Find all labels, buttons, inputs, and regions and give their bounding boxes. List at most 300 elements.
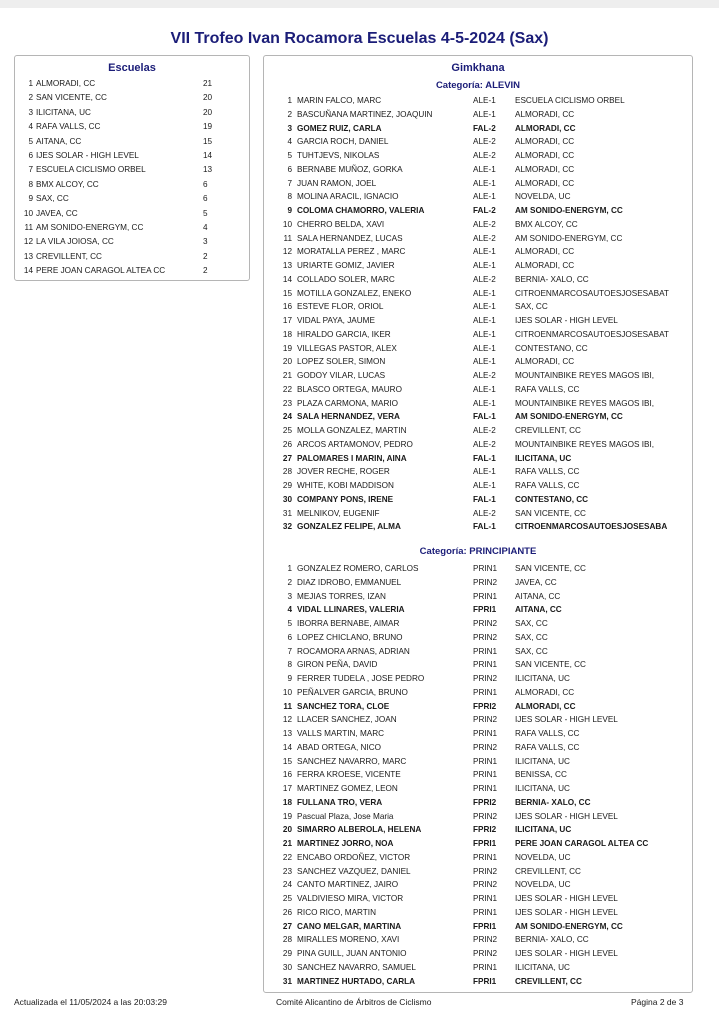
rider-name: DIAZ IDROBO, EMMANUEL (297, 577, 402, 587)
result-position: 10 (282, 219, 292, 229)
result-row (264, 328, 692, 342)
result-position: 2 (287, 109, 292, 119)
rider-category: ALE-1 (473, 481, 496, 490)
result-row (264, 94, 692, 108)
result-position: 14 (282, 274, 292, 284)
rider-name: JOVER RECHE, ROGER (297, 467, 390, 477)
escuelas-header: Escuelas (108, 62, 156, 74)
result-row (264, 975, 692, 989)
footer-committee: Comité Alicantino de Árbitros de Ciclismo (276, 997, 432, 1007)
rider-category: ALE-1 (473, 164, 496, 174)
rider-club: CITROENMARCOSAUTOESJOSESABAT (515, 329, 669, 339)
result-row (264, 163, 692, 177)
result-position: 22 (282, 384, 292, 394)
result-row (264, 493, 692, 507)
rider-name: MELNIKOV, EUGENIF (297, 508, 380, 518)
rider-name: RICO RICO, MARTIN (297, 907, 376, 917)
result-position: 8 (287, 660, 292, 670)
rider-category: ALE-1 (473, 329, 496, 339)
escuelas-row (15, 106, 249, 119)
rider-category: FAL-1 (473, 494, 496, 504)
rider-name: MOLLA GONZALEZ, MARTIN (297, 426, 407, 435)
rider-club: ALMORADI, CC (515, 137, 575, 147)
rider-category: PRIN1 (473, 564, 498, 573)
rider-club: AITANA, CC (515, 605, 562, 615)
escuelas-row (15, 221, 249, 234)
escuelas-position: 9 (28, 194, 33, 204)
top-band (0, 0, 719, 8)
rider-name: GARCIA ROCH, DANIEL (297, 137, 389, 147)
rider-name: ESTEVE FLOR, ORIOL (297, 302, 384, 312)
rider-club: IJES SOLAR - HIGH LEVEL (515, 949, 618, 958)
rider-category: ALE-2 (473, 371, 496, 380)
rider-category: PRIN1 (473, 907, 498, 917)
escuelas-points: 5 (203, 208, 208, 218)
rider-name: SANCHEZ NAVARRO, SAMUEL (297, 962, 416, 972)
rider-category: FAL-1 (473, 453, 496, 463)
result-row (264, 452, 692, 466)
escuelas-panel (14, 55, 250, 281)
rider-category: PRIN1 (473, 962, 498, 972)
result-row (264, 259, 692, 273)
rider-club: ILICITANA, UC (515, 784, 570, 793)
result-position: 24 (282, 880, 292, 890)
rider-club: BERNIA- XALO, CC (515, 935, 589, 945)
escuelas-row (15, 135, 249, 148)
result-position: 10 (282, 687, 292, 697)
escuelas-position: 1 (28, 79, 33, 88)
result-position: 25 (282, 426, 292, 435)
rider-name: GIRON PEÑA, DAVID (297, 660, 378, 670)
rider-club: RAFA VALLS, CC (515, 467, 580, 477)
escuelas-row (15, 207, 249, 220)
result-row (264, 658, 692, 672)
rider-club: MOUNTAINBIKE REYES MAGOS IBI, (515, 439, 655, 449)
rider-club: MOUNTAINBIKE REYES MAGOS IBI, (515, 371, 655, 380)
result-row (264, 603, 692, 617)
result-row (264, 465, 692, 479)
rider-club: ALMORADI, CC (515, 247, 575, 257)
rider-category: ALE-1 (473, 316, 496, 325)
result-row (264, 713, 692, 727)
escuelas-points: 6 (203, 194, 208, 204)
result-position: 2 (287, 577, 292, 587)
rider-name: GODOY VILAR, LUCAS (297, 371, 386, 380)
result-row (264, 245, 692, 259)
rider-category: FPRI2 (473, 701, 497, 711)
result-position: 19 (282, 811, 292, 821)
category-header: Categoría: ALEVIN (435, 80, 521, 91)
rider-name: GONZALEZ ROMERO, CARLOS (297, 564, 419, 573)
escuelas-position: 10 (23, 208, 33, 218)
rider-club: ALMORADI, CC (515, 178, 575, 188)
rider-name: Pascual Plaza, Jose Maria (297, 811, 394, 821)
rider-club: RAFA VALLS, CC (515, 384, 580, 394)
rider-club: SAX, CC (515, 302, 548, 312)
result-position: 3 (287, 123, 292, 133)
escuelas-club: IJES SOLAR - HIGH LEVEL (36, 151, 139, 160)
escuelas-points: 21 (203, 79, 213, 88)
rider-club: CREVILLENT, CC (515, 976, 582, 986)
rider-name: HIRALDO GARCIA, IKER (297, 329, 391, 339)
result-position: 22 (282, 852, 292, 862)
result-row (264, 755, 692, 769)
rider-club: AM SONIDO-ENERGYM, CC (515, 412, 623, 422)
rider-club: ILICITANA, UC (515, 453, 572, 463)
result-position: 18 (282, 329, 292, 339)
rider-category: ALE-2 (473, 137, 496, 147)
result-row (264, 865, 692, 879)
result-row (264, 810, 692, 824)
escuelas-position: 14 (23, 266, 33, 276)
escuelas-points: 6 (203, 179, 208, 189)
escuelas-club: LA VILA JOIOSA, CC (36, 237, 114, 247)
rider-club: CITROENMARCOSAUTOESJOSESABA (515, 522, 668, 532)
result-row (264, 727, 692, 741)
result-position: 27 (282, 921, 292, 931)
rider-category: ALE-2 (473, 219, 496, 229)
escuelas-club: AITANA, CC (36, 136, 82, 146)
result-row (264, 645, 692, 659)
escuelas-row (15, 91, 249, 104)
rider-category: PRIN2 (473, 935, 498, 945)
rider-club: SAX, CC (515, 619, 548, 628)
result-position: 4 (287, 137, 292, 147)
result-row (264, 149, 692, 163)
result-row (264, 232, 692, 246)
result-row (264, 355, 692, 369)
result-position: 31 (282, 976, 292, 986)
rider-club: IJES SOLAR - HIGH LEVEL (515, 811, 618, 821)
result-position: 16 (282, 302, 292, 312)
result-position: 5 (287, 619, 292, 628)
escuelas-club: ALMORADI, CC (36, 79, 96, 88)
rider-category: ALE-2 (473, 508, 496, 518)
rider-name: ARCOS ARTAMONOV, PEDRO (297, 439, 413, 449)
escuelas-points: 19 (203, 122, 213, 132)
rider-category: PRIN1 (473, 894, 498, 903)
rider-category: ALE-1 (473, 192, 496, 202)
rider-club: AM SONIDO-ENERGYM, CC (515, 921, 623, 931)
rider-name: SANCHEZ NAVARRO, MARC (297, 756, 407, 766)
rider-category: ALE-1 (473, 357, 496, 367)
result-row (264, 204, 692, 218)
rider-club: ILICITANA, UC (515, 756, 570, 766)
rider-name: TUHTJEVS, NIKOLAS (297, 151, 380, 160)
escuelas-club: BMX ALCOY, CC (36, 179, 99, 189)
result-position: 15 (282, 288, 292, 298)
result-row (264, 672, 692, 686)
rider-category: ALE-1 (473, 467, 496, 477)
result-position: 5 (287, 151, 292, 160)
rider-category: PRIN1 (473, 646, 498, 656)
rider-name: SANCHEZ TORA, CLOE (297, 701, 390, 711)
rider-category: FPRI2 (473, 797, 497, 807)
result-row (264, 218, 692, 232)
rider-name: MEJIAS TORRES, IZAN (297, 591, 386, 601)
rider-club: BERNIA- XALO, CC (515, 797, 591, 807)
escuelas-row (15, 250, 249, 263)
rider-category: PRIN1 (473, 729, 498, 738)
escuelas-points: 20 (203, 93, 213, 103)
rider-club: ALMORADI, CC (515, 687, 575, 697)
rider-name: MIRALLES MORENO, XAVI (297, 935, 400, 945)
rider-club: CONTESTANO, CC (515, 343, 588, 353)
rider-club: RAFA VALLS, CC (515, 481, 580, 490)
rider-club: RAFA VALLS, CC (515, 729, 580, 738)
result-position: 7 (287, 646, 292, 656)
escuelas-row (15, 149, 249, 162)
result-position: 17 (282, 316, 292, 325)
rider-name: PLAZA CARMONA, MARIO (297, 398, 398, 408)
rider-club: AM SONIDO-ENERGYM, CC (515, 206, 623, 215)
escuelas-row (15, 77, 249, 90)
rider-name: SALA HERNANDEZ, VERA (297, 412, 400, 422)
rider-club: IJES SOLAR - HIGH LEVEL (515, 316, 618, 325)
rider-name: PALOMARES I MARIN, AINA (297, 453, 407, 463)
result-position: 17 (282, 784, 292, 793)
rider-category: ALE-2 (473, 151, 496, 160)
result-position: 28 (282, 467, 292, 477)
result-position: 13 (282, 261, 292, 270)
result-row (264, 122, 692, 136)
rider-category: FAL-1 (473, 412, 496, 422)
result-row (264, 300, 692, 314)
rider-club: BENISSA, CC (515, 770, 567, 780)
rider-name: ABAD ORTEGA, NICO (297, 742, 382, 752)
result-position: 29 (282, 481, 292, 490)
rider-name: GOMEZ RUIZ, CARLA (297, 123, 382, 133)
escuelas-club: ESCUELA CICLISMO ORBEL (36, 165, 146, 175)
rider-category: FPRI1 (473, 839, 497, 848)
rider-category: FPRI1 (473, 605, 497, 615)
rider-club: JAVEA, CC (515, 577, 557, 587)
rider-category: PRIN2 (473, 715, 498, 725)
escuelas-club: SAN VICENTE, CC (36, 93, 107, 103)
rider-category: PRIN2 (473, 619, 498, 628)
rider-club: IJES SOLAR - HIGH LEVEL (515, 907, 618, 917)
rider-club: SAN VICENTE, CC (515, 564, 586, 573)
rider-club: ALMORADI, CC (515, 151, 575, 160)
rider-club: AITANA, CC (515, 591, 561, 601)
rider-name: VIDAL PAYA, JAUME (297, 316, 375, 325)
escuelas-row (15, 120, 249, 133)
rider-category: PRIN2 (473, 674, 498, 683)
result-position: 20 (282, 357, 292, 367)
rider-club: CREVILLENT, CC (515, 866, 581, 876)
rider-name: LOPEZ SOLER, SIMON (297, 357, 386, 367)
result-row (264, 768, 692, 782)
rider-name: ENCABO ORDOÑEZ, VICTOR (297, 852, 411, 862)
result-position: 11 (283, 701, 292, 711)
rider-category: FAL-2 (473, 123, 496, 133)
rider-category: PRIN1 (473, 784, 498, 793)
rider-name: IBORRA BERNABE, AIMAR (297, 619, 400, 628)
escuelas-club: ILICITANA, UC (36, 107, 91, 117)
result-position: 1 (287, 564, 292, 573)
rider-club: SAN VICENTE, CC (515, 660, 586, 670)
result-position: 16 (282, 770, 292, 780)
result-position: 12 (282, 247, 292, 257)
rider-club: SAN VICENTE, CC (515, 508, 586, 518)
rider-name: SALA HERNANDEZ, LUCAS (297, 233, 403, 243)
escuelas-row (15, 178, 249, 191)
escuelas-row (15, 192, 249, 205)
rider-name: MOLINA ARACIL, IGNACIO (297, 192, 399, 202)
rider-category: PRIN1 (473, 591, 498, 601)
rider-category: PRIN1 (473, 660, 498, 670)
rider-category: PRIN2 (473, 811, 498, 821)
rider-name: FERRA KROESE, VICENTE (297, 770, 401, 780)
rider-name: JUAN RAMON, JOEL (297, 178, 377, 188)
result-position: 7 (287, 178, 292, 188)
rider-category: PRIN1 (473, 770, 498, 780)
rider-name: BLASCO ORTEGA, MAURO (297, 384, 402, 394)
rider-club: IJES SOLAR - HIGH LEVEL (515, 715, 618, 725)
result-row (264, 314, 692, 328)
result-position: 20 (282, 825, 292, 835)
result-row (264, 933, 692, 947)
result-position: 31 (282, 508, 292, 518)
rider-name: FERRER TUDELA , JOSE PEDRO (297, 674, 425, 683)
result-position: 6 (287, 164, 292, 174)
escuelas-position: 13 (23, 251, 33, 261)
rider-name: CANO MELGAR, MARTINA (297, 921, 402, 931)
rider-name: LLACER SANCHEZ, JOAN (297, 715, 397, 725)
escuelas-row (15, 235, 249, 248)
result-position: 9 (287, 206, 292, 215)
result-position: 27 (282, 453, 292, 463)
result-position: 28 (282, 935, 292, 945)
rider-name: VALDIVIESO MIRA, VICTOR (297, 894, 404, 903)
result-row (264, 906, 692, 920)
rider-category: ALE-2 (473, 439, 496, 449)
category-header: Categoría: PRINCIPIANTE (419, 546, 537, 557)
result-row (264, 287, 692, 301)
result-position: 23 (282, 866, 292, 876)
rider-name: GONZALEZ FELIPE, ALMA (297, 522, 401, 532)
escuelas-position: 11 (24, 223, 33, 232)
result-row (264, 410, 692, 424)
rider-category: ALE-1 (473, 343, 496, 353)
escuelas-points: 14 (203, 151, 213, 160)
rider-category: ALE-1 (473, 247, 496, 257)
result-position: 25 (282, 894, 292, 903)
rider-name: SIMARRO ALBEROLA, HELENA (297, 825, 422, 835)
rider-club: IJES SOLAR - HIGH LEVEL (515, 894, 618, 903)
escuelas-position: 5 (28, 136, 33, 146)
result-row (264, 631, 692, 645)
result-row (264, 383, 692, 397)
gimkhana-header: Gimkhana (451, 62, 505, 74)
rider-name: FULLANA TRO, VERA (297, 797, 383, 807)
result-row (264, 190, 692, 204)
escuelas-position: 2 (28, 93, 33, 103)
rider-name: ROCAMORA ARNAS, ADRIAN (297, 646, 410, 656)
escuelas-position: 7 (28, 165, 33, 175)
result-position: 15 (282, 756, 292, 766)
result-row (264, 823, 692, 837)
result-row (264, 369, 692, 383)
rider-club: ALMORADI, CC (515, 123, 576, 133)
rider-category: PRIN2 (473, 949, 498, 958)
result-row (264, 507, 692, 521)
result-position: 26 (282, 439, 292, 449)
result-row (264, 961, 692, 975)
result-row (264, 741, 692, 755)
result-row (264, 424, 692, 438)
escuelas-club: SAX, CC (36, 194, 69, 204)
result-position: 9 (287, 674, 292, 683)
rider-category: PRIN2 (473, 866, 498, 876)
rider-name: PINA GUILL, JUAN ANTONIO (297, 949, 407, 958)
rider-category: ALE-1 (473, 96, 496, 105)
escuelas-points: 4 (203, 223, 208, 232)
result-row (264, 590, 692, 604)
footer-updated: Actualizada el 11/05/2024 a las 20:03:29 (14, 997, 167, 1007)
result-position: 4 (287, 605, 292, 615)
result-row (264, 686, 692, 700)
rider-club: ALMORADI, CC (515, 261, 575, 270)
rider-category: ALE-1 (473, 384, 496, 394)
result-position: 18 (282, 797, 292, 807)
rider-name: SANCHEZ VAZQUEZ, DANIEL (297, 866, 411, 876)
result-position: 29 (282, 949, 292, 958)
rider-category: PRIN1 (473, 756, 498, 766)
rider-category: PRIN2 (473, 880, 498, 890)
rider-club: BMX ALCOY, CC (515, 219, 578, 229)
result-position: 21 (282, 371, 292, 380)
escuelas-points: 15 (203, 136, 213, 146)
rider-name: MARTINEZ JORRO, NOA (297, 839, 394, 848)
escuelas-club: CREVILLENT, CC (36, 251, 102, 261)
escuelas-position: 3 (28, 107, 33, 117)
escuelas-club: AM SONIDO-ENERGYM, CC (36, 223, 144, 232)
rider-club: ILICITANA, UC (515, 962, 570, 972)
rider-name: COLOMA CHAMORRO, VALERIA (297, 206, 425, 215)
rider-name: MORATALLA PEREZ , MARC (297, 247, 406, 257)
rider-club: CREVILLENT, CC (515, 426, 581, 435)
rider-category: ALE-1 (473, 288, 496, 298)
rider-category: FPRI2 (473, 825, 497, 835)
escuelas-position: 8 (28, 179, 33, 189)
result-position: 23 (282, 398, 292, 408)
rider-club: AM SONIDO-ENERGYM, CC (515, 233, 623, 243)
rider-club: ALMORADI, CC (515, 701, 576, 711)
escuelas-position: 4 (28, 122, 33, 132)
page-title: VII Trofeo Ivan Rocamora Escuelas 4-5-2024 (Sax) (170, 30, 549, 47)
result-position: 21 (282, 839, 292, 848)
rider-category: PRIN2 (473, 742, 498, 752)
result-row (264, 617, 692, 631)
escuelas-points: 13 (203, 165, 213, 175)
rider-club: SAX, CC (515, 646, 548, 656)
rider-category: FAL-1 (473, 522, 496, 532)
result-position: 14 (282, 742, 292, 752)
rider-club: ALMORADI, CC (515, 357, 575, 367)
rider-category: PRIN1 (473, 687, 498, 697)
result-row (264, 273, 692, 287)
result-row (264, 562, 692, 576)
rider-club: ALMORADI, CC (515, 109, 575, 119)
result-position: 12 (282, 715, 292, 725)
rider-club: NOVELDA, UC (515, 192, 571, 202)
rider-category: ALE-1 (473, 109, 496, 119)
rider-name: VALLS MARTIN, MARC (297, 729, 385, 738)
escuelas-row (15, 163, 249, 176)
rider-category: PRIN2 (473, 577, 498, 587)
rider-club: PERE JOAN CARAGOL ALTEA CC (515, 839, 649, 848)
